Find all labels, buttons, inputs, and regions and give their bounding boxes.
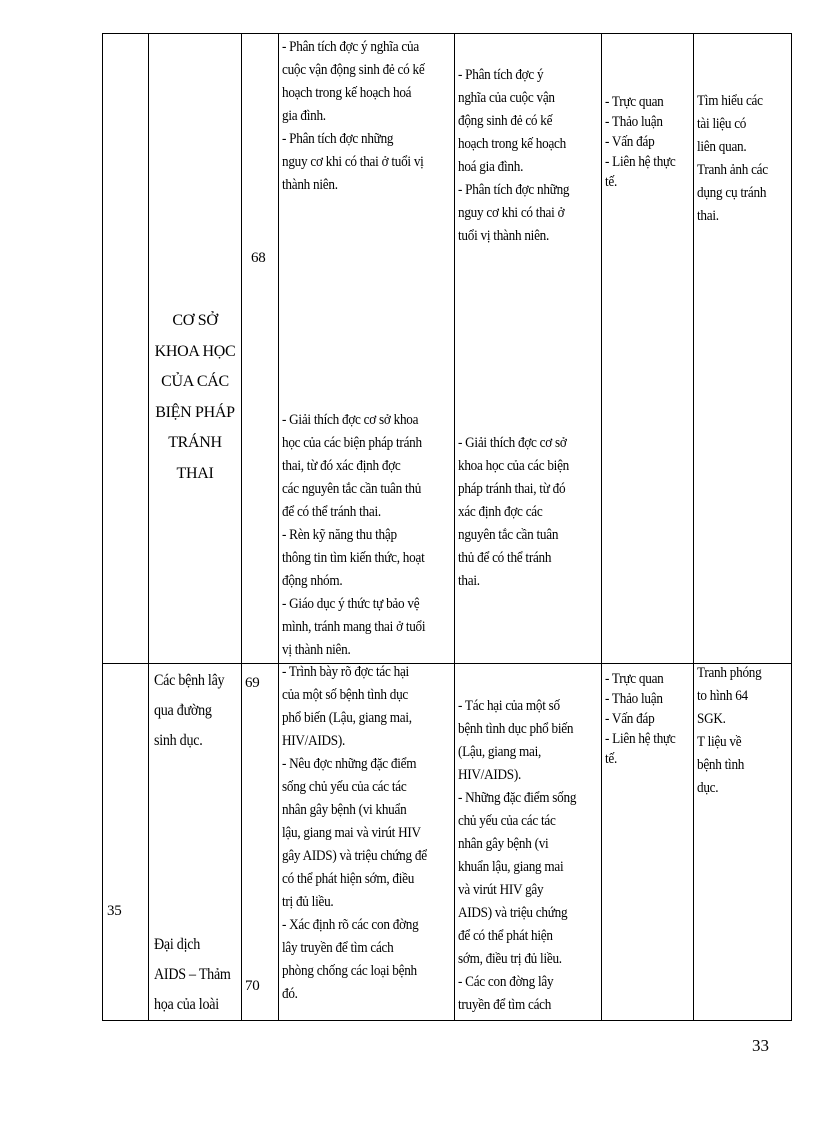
content-text — [458, 695, 602, 1017]
text-line: Tranh ảnh các — [697, 162, 768, 178]
text-line: Tranh phóng — [697, 665, 762, 681]
text-line: bệnh tình — [697, 757, 745, 773]
text-line: - Giải thích đợc cơ sở — [458, 435, 567, 451]
text-line: vị thành niên. — [282, 642, 351, 658]
text-line: chủ yếu của các tác — [458, 813, 556, 829]
text-line: dục. — [697, 780, 719, 796]
text-line: nguyên tắc cần tuân — [458, 527, 559, 543]
table-row — [103, 664, 792, 1021]
text-line: tuổi vị thành niên. — [458, 228, 550, 244]
lesson-number: 68 — [251, 250, 266, 266]
text-line: để có thể phát hiện — [458, 928, 553, 944]
text-line: - Trình bày rõ đợc tác hại — [282, 664, 409, 680]
text-line: SGK. — [697, 711, 726, 727]
goals-cell — [279, 664, 455, 1021]
text-line: - Giải thích đợc cơ sở khoa — [282, 412, 419, 428]
materials-cell — [694, 664, 792, 1021]
table-row — [103, 34, 792, 664]
methods-list — [605, 92, 693, 192]
text-line: sinh dục. — [154, 732, 203, 749]
text-line: (Lậu, giang mai, — [458, 744, 542, 760]
text-line: gây AIDS) và triệu chứng để — [282, 848, 427, 864]
text-line: BIỆN PHÁP — [155, 403, 235, 421]
text-line: nhân gây bệnh (vi — [458, 836, 549, 852]
text-line: - Các con đờng lây — [458, 974, 554, 990]
text-line: - Phân tích đợc những — [458, 182, 570, 198]
text-line: thai. — [697, 208, 719, 224]
text-line: HIV/AIDS). — [282, 733, 345, 749]
week-number: 35 — [107, 903, 122, 919]
materials-text — [697, 90, 792, 228]
topic-cell — [149, 34, 242, 664]
text-line: KHOA HỌC — [154, 342, 236, 360]
text-line: thủ để có thể tránh — [458, 550, 552, 566]
text-line: các nguyên tắc cần tuân thủ — [282, 481, 422, 497]
text-line: sống chủ yếu của các tác — [282, 779, 407, 795]
text-line: mình, tránh mang thai ở tuổi — [282, 619, 426, 635]
text-line: - Vấn đáp — [605, 134, 655, 150]
week-cell — [103, 664, 149, 1021]
text-line: - Trực quan — [605, 671, 664, 687]
text-line: hoá gia đình. — [458, 159, 524, 175]
page-number: 33 — [752, 1036, 769, 1055]
text-line: động sinh đẻ có kế — [458, 113, 553, 129]
text-line: hoạch trong kế hoạch — [458, 136, 566, 152]
week-cell — [103, 34, 149, 664]
text-line: - Giáo dục ý thức tự bảo vệ — [282, 596, 420, 612]
methods-cell — [602, 34, 694, 664]
text-line: tế. — [605, 751, 618, 767]
materials-text — [697, 662, 792, 800]
content-text-a — [458, 64, 602, 248]
content-cell — [455, 34, 602, 664]
text-line: AIDS – Thảm — [154, 966, 231, 983]
text-line: TRÁNH — [168, 434, 222, 451]
lesson-number-cell — [242, 664, 279, 1021]
text-line: - Những đặc điểm sống — [458, 790, 577, 806]
materials-cell — [694, 34, 792, 664]
text-line: HIV/AIDS). — [458, 767, 521, 783]
goals-text-a — [282, 36, 454, 197]
topic-text-b — [154, 930, 242, 1020]
text-line: - Phân tích đợc ý nghĩa của — [282, 39, 419, 55]
text-line: phòng chống các loại bệnh — [282, 963, 417, 979]
content-text-b — [458, 432, 602, 593]
text-line: xác định đợc các — [458, 504, 543, 520]
text-line: thành niên. — [282, 177, 338, 193]
text-line: có thể phát hiện sớm, điều — [282, 871, 415, 887]
text-line: đó. — [282, 986, 298, 1002]
text-line: bệnh tình dục phổ biến — [458, 721, 574, 737]
text-line: nhân gây bệnh (vi khuẩn — [282, 802, 407, 818]
text-line: - Phân tích đợc ý — [458, 67, 544, 83]
text-line: tài liệu có — [697, 116, 747, 132]
text-line: dụng cụ tránh — [697, 185, 767, 201]
text-line: - Tác hại của một số — [458, 698, 560, 714]
goals-text-b — [282, 409, 454, 662]
text-line: học của các biện pháp tránh — [282, 435, 422, 451]
topic-title — [149, 306, 241, 489]
text-line: họa của loài — [154, 996, 219, 1013]
text-line: - Xác định rõ các con đờng — [282, 917, 419, 933]
text-line: - Nêu đợc những đặc điểm — [282, 756, 417, 772]
text-line: T liệu về — [697, 734, 742, 750]
text-line: lậu, giang mai và virút HIV — [282, 825, 421, 841]
text-line: thai, từ đó xác định đợc — [282, 458, 401, 474]
text-line: hoạch trong kế hoạch hoá — [282, 85, 412, 101]
text-line: khoa học của các biện — [458, 458, 570, 474]
text-line: - Phân tích đợc những — [282, 131, 394, 147]
goals-text — [282, 661, 454, 1006]
text-line: - Trực quan — [605, 94, 664, 110]
text-line: cuộc vận động sinh đẻ có kế — [282, 62, 425, 78]
text-line: AIDS) và triệu chứng — [458, 905, 568, 921]
goals-cell — [279, 34, 455, 664]
text-line: nghĩa của cuộc vận — [458, 90, 555, 106]
text-line: phổ biến (Lậu, giang mai, — [282, 710, 412, 726]
methods-cell — [602, 664, 694, 1021]
text-line: Tìm hiểu các — [697, 93, 763, 109]
text-line: liên quan. — [697, 139, 747, 155]
text-line: gia đình. — [282, 108, 326, 124]
text-line: thông tin tìm kiến thức, hoạt — [282, 550, 425, 566]
text-line: nguy cơ khi có thai ở tuổi vị — [282, 154, 424, 170]
text-line: khuẩn lậu, giang mai — [458, 859, 564, 875]
text-line: - Thảo luận — [605, 691, 663, 707]
text-line: nguy cơ khi có thai ở — [458, 205, 565, 221]
text-line: truyền để tìm cách — [458, 997, 552, 1013]
text-line: sớm, điều trị đủ liều. — [458, 951, 562, 967]
lesson-number-cell — [242, 34, 279, 664]
text-line: Đại dịch — [154, 936, 200, 953]
text-line: của một số bệnh tình dục — [282, 687, 409, 703]
text-line: Các bệnh lây — [154, 672, 225, 689]
content-cell — [455, 664, 602, 1021]
lesson-number: 69 — [245, 675, 260, 691]
methods-list — [605, 669, 693, 769]
text-line: động nhóm. — [282, 573, 343, 589]
text-line: tế. — [605, 174, 618, 190]
text-line: để có thể tránh thai. — [282, 504, 381, 520]
text-line: thai. — [458, 573, 480, 589]
text-line: qua đường — [154, 702, 212, 719]
text-line: - Thảo luận — [605, 114, 663, 130]
text-line: - Liên hệ thực — [605, 154, 676, 170]
text-line: CỦA CÁC — [161, 373, 229, 390]
text-line: và virút HIV gây — [458, 882, 544, 898]
text-line: CƠ SỞ — [172, 312, 218, 329]
text-line: THAI — [176, 464, 214, 482]
lesson-plan-table — [102, 33, 792, 1021]
text-line: - Liên hệ thực — [605, 731, 676, 747]
text-line: lây truyền để tìm cách — [282, 940, 394, 956]
topic-cell — [149, 664, 242, 1021]
text-line: - Rèn kỹ năng thu thập — [282, 527, 397, 543]
text-line: pháp tránh thai, từ đó — [458, 481, 566, 497]
lesson-number: 70 — [245, 978, 260, 994]
text-line: trị đủ liều. — [282, 894, 334, 910]
topic-text-a — [154, 666, 242, 756]
text-line: - Vấn đáp — [605, 711, 655, 727]
text-line: to hình 64 — [697, 688, 748, 704]
